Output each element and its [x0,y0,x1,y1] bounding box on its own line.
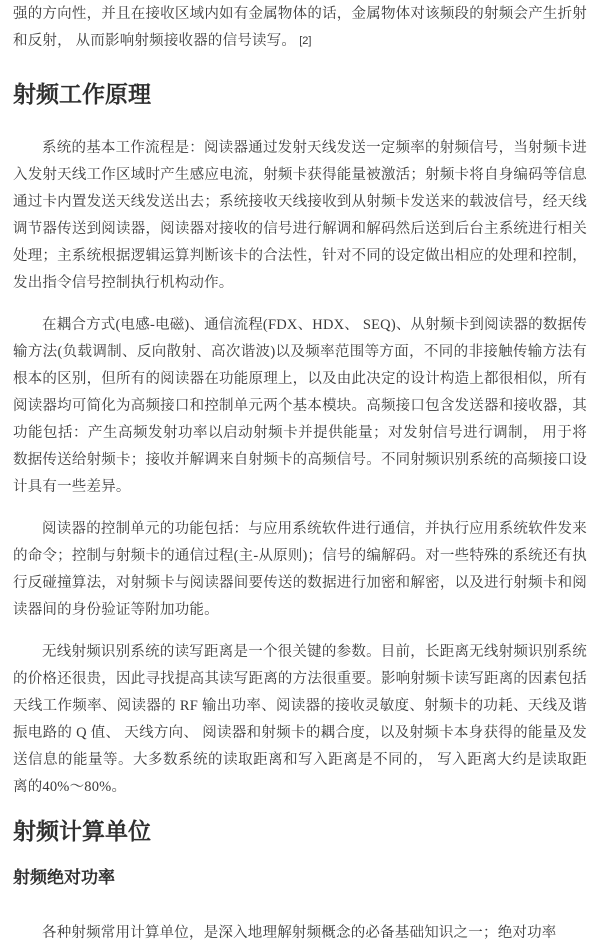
paragraph-control-unit-functions: 阅读器的控制单元的功能包括：与应用系统软件进行通信，并执行应用系统软件发来的命令；控制与射频卡的通信过程(主-从原则)；信号的编解码。对一些特殊的系统还有执行反碰撞算法，对射频卡与阅读器间要传送的数据进行加密和解密，以及进行射频卡和阅读器间的身份验证等附加功能。 [13,521,587,618]
citation-link-2[interactable]: [2] [299,35,312,47]
intro-fragment-paragraph [13,1,587,55]
paragraph-basic-workflow: 系统的基本工作流程是：阅读器通过发射天线发送一定频率的射频信号，当射频卡进入发射天线工作区域时产生感应电流，射频卡获得能量被激活；射频卡将自身编码等信息通过卡内置发送天线发送出去；系统接收天线接收到从射频卡发送来的载波信号，经天线调节器传送到阅读器，阅读器对接收的信号进行解调和解码然后送到后台主系统进行相关处理；主系统根据逻辑运算判断该卡的合法性，针对不同的设定做出相应的处理和控制，发出指令信号控制执行机构动作。 [13,140,587,291]
paragraph-read-write-distance: 无线射频识别系统的读写距离是一个很关键的参数。目前，长距离无线射频识别系统的价格还很贵，因此寻找提高其读写距离的方法很重要。影响射频卡读写距离的因素包括天线工作频率、阅读器的 RF 输出功率、阅读器的接收灵敏度、射频卡的功耗、天线及谐振电路的 Q 值、 天线方向、 阅读器和射频卡的耦合度，以及射频卡本身获得的能量及发送信息的能量等。大多数系统的读取距离和写入距离是不同的， 写入距离大约是读取距离的40%～80%。 [13,644,587,795]
sub-heading-rf-absolute-power: 射频绝对功率 [13,868,115,887]
paragraph-coupling-methods: 在耦合方式(电感-电磁)、通信流程(FDX、HDX、 SEQ)、从射频卡到阅读器的数据传输方法(负载调制、反向散射、高次谐波)以及频率范围等方面，不同的非接触传输方法有根本的区别，但所有的阅读器在功能原理上，以及由此决定的设计构造上都很相似，所有阅读器均可简化为高频接口和控制单元两个基本模块。高频接口包含发送器和接收器，其功能包括：产生高频发射功率以启动射频卡并提供能量；对发射信号进行调制， 用于将数据传送给射频卡；接收并解调来自射频卡的高频信号。不同射频识别系统的高频接口设计具有一些差异。 [13,317,587,495]
section-heading-rf-calculation-units: 射频计算单位 [13,818,151,844]
intro-fragment-text: 强的方向性，并且在接收区域内如有金属物体的话，金属物体对该频段的射频会产生折射和反射， 从而影响射频接收器的信号读写。 [13,6,587,49]
paragraph-absolute-power-intro: 各种射频常用计算单位，是深入地理解射频概念的必备基础知识之一；绝对功率 [42,925,557,941]
section-heading-rf-working-principle: 射频工作原理 [13,81,151,107]
